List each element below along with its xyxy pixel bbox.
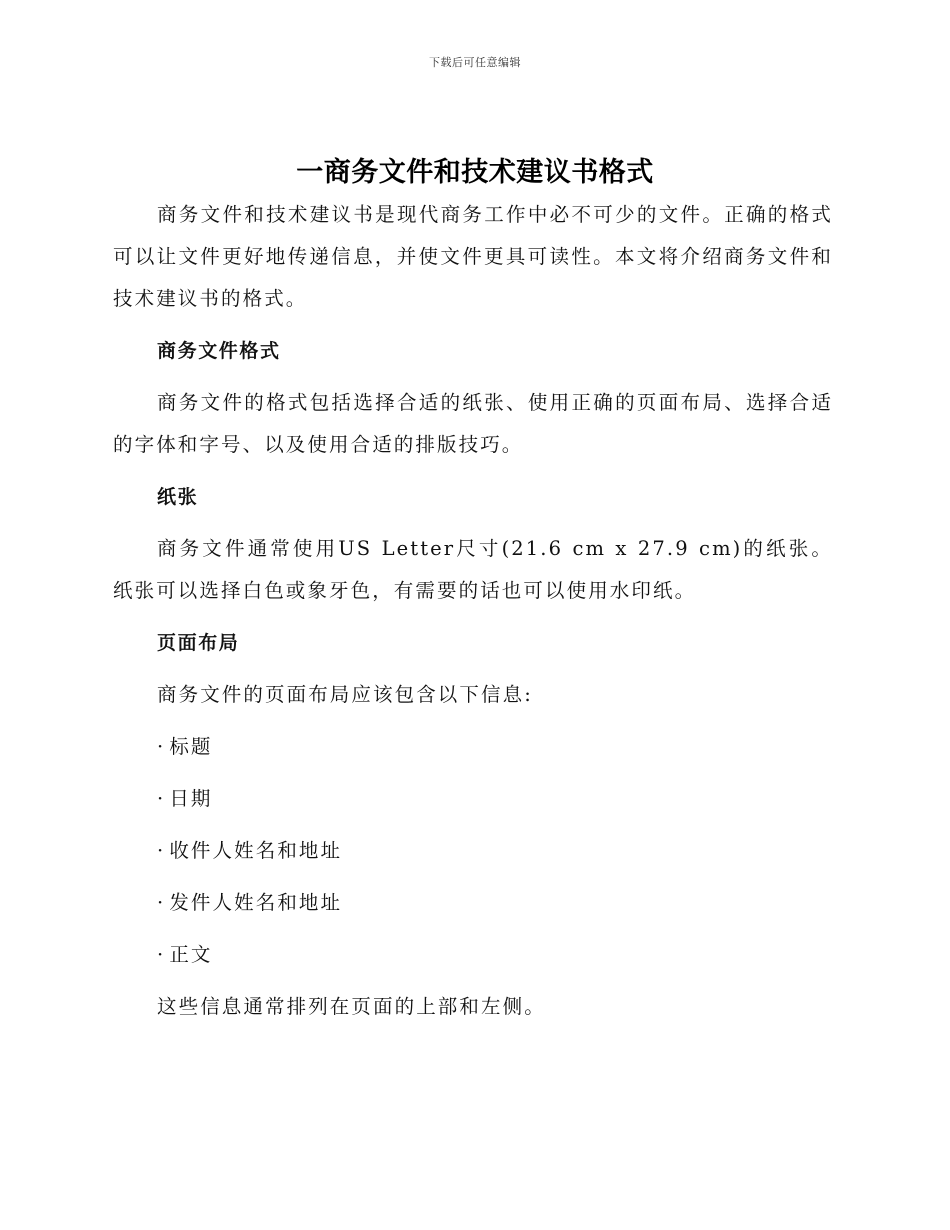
list-item-text: 标题 xyxy=(169,735,213,758)
heading-paper: 纸张 xyxy=(157,486,199,508)
list-item-text: 发件人姓名和地址 xyxy=(169,891,343,914)
heading-business-format: 商务文件格式 xyxy=(157,340,281,362)
page-layout-paragraph: 商务文件的页面布局应该包含以下信息: xyxy=(157,683,533,706)
document-body xyxy=(113,194,833,1028)
bullet-dot: · xyxy=(157,943,166,966)
bullet-dot: · xyxy=(157,891,166,914)
intro-paragraph: 商务文件和技术建议书是现代商务工作中必不可少的文件。正确的格式可以让文件更好地传递信息，并使文件更具可读性。本文将介绍商务文件和技术建议书的格式。 xyxy=(113,203,833,310)
list-item xyxy=(113,830,833,872)
list-item-text: 正文 xyxy=(169,943,213,966)
paper-paragraph: 商务文件通常使用US Letter尺寸(21.6 cm x 27.9 cm)的纸张。纸张可以选择白色或象牙色，有需要的话也可以使用水印纸。 xyxy=(113,537,833,602)
bullet-dot: · xyxy=(157,787,166,810)
page-layout-closing: 这些信息通常排列在页面的上部和左侧。 xyxy=(157,995,546,1018)
heading-page-layout: 页面布局 xyxy=(157,632,240,654)
list-item-text: 收件人姓名和地址 xyxy=(169,839,343,862)
list-item xyxy=(113,778,833,820)
list-item xyxy=(113,726,833,768)
business-format-paragraph: 商务文件的格式包括选择合适的纸张、使用正确的页面布局、选择合适的字体和字号、以及使用合适的排版技巧。 xyxy=(113,391,833,456)
bullet-dot: · xyxy=(157,735,166,758)
header-note: 下载后可任意编辑 xyxy=(429,56,521,69)
bullet-dot: · xyxy=(157,839,166,862)
list-item xyxy=(113,934,833,976)
document-title: 一商务文件和技术建议书格式 xyxy=(296,157,654,188)
list-item xyxy=(113,882,833,924)
list-item-text: 日期 xyxy=(169,787,213,810)
